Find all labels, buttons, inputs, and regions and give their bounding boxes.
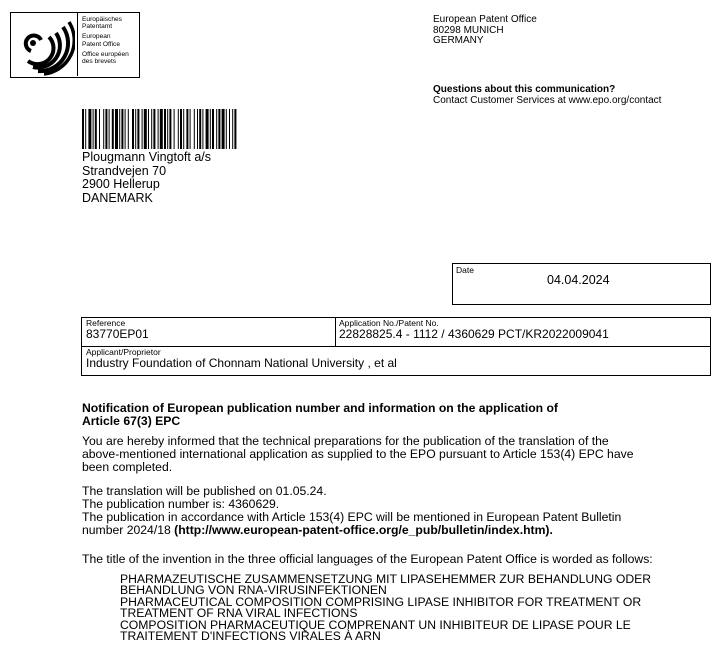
reference-label: Reference [86, 318, 126, 328]
barcode-bar [234, 109, 236, 149]
paragraph-line: You are hereby informed that the technical preparations for the publication of the translation of the [82, 434, 609, 448]
questions-heading: Questions about this communication? [433, 84, 616, 95]
barcode-bar [112, 109, 114, 149]
date-box [452, 263, 711, 305]
barcode-bar [180, 109, 182, 149]
title-de-line: BEHANDLUNG VON RNA-VIRUSINFEKTIONEN [120, 583, 387, 598]
application-number-cell [336, 318, 710, 347]
barcode-bar [109, 109, 110, 149]
barcode-bar [95, 109, 97, 149]
questions-block [433, 84, 661, 106]
barcode-bar [103, 109, 104, 149]
sender-country: GERMANY [433, 35, 484, 46]
application-number-label: Application No./Patent No. [339, 318, 439, 328]
barcode-bar [226, 109, 227, 149]
bulletin-number: number 2024/18 [82, 523, 175, 537]
title-en-line: PHARMACEUTICAL COMPOSITION COMPRISING LIPASE INHIBITOR FOR TREATMENT OR [120, 594, 642, 609]
barcode-bar [229, 109, 230, 149]
paragraph-title-intro: The title of the invention in the three official languages of the European Patent Office is worded as follows: [82, 552, 653, 566]
sender-name: European Patent Office [433, 14, 537, 25]
logo-text-line: des brevets [82, 58, 117, 66]
barcode-bar [137, 109, 139, 149]
barcode-bar [164, 109, 166, 149]
title-fr-line: TRAITEMENT D'INFECTIONS VIRALES À ARN [120, 629, 381, 644]
barcode-bar [218, 109, 220, 149]
epo-logo [10, 12, 140, 78]
barcode-bar [212, 109, 214, 149]
questions-contact: Contact Customer Services at www.epo.org/contact [433, 95, 662, 106]
barcode-bar [132, 109, 134, 149]
heading-line: Notification of European publication number and information on the application of [82, 401, 558, 415]
epo-logo-icon [11, 13, 78, 76]
date-label: Date [456, 265, 474, 275]
logo-text-line: Office européen [82, 50, 129, 58]
barcode-bar [160, 109, 163, 149]
logo-text-line: Europäisches [82, 16, 122, 23]
recipient-city: 2900 Hellerup [82, 177, 160, 191]
title-fr-line: COMPOSITION PHARMACEUTIQUE COMPRENANT UN INHIBITEUR DE LIPASE POUR LE [120, 617, 631, 632]
barcode-bar [178, 109, 179, 149]
barcode-bar [125, 109, 126, 149]
barcode-bar [199, 109, 201, 149]
logo-text-line: European [82, 33, 111, 41]
barcode-bar [153, 109, 155, 149]
barcode-bar [119, 109, 120, 149]
paragraph-line: above-mentioned international application as supplied to the EPO pursuant to Article 153(4) EPC have [82, 447, 634, 461]
recipient-address [82, 151, 211, 205]
paragraph-preparations [82, 435, 718, 474]
applicant-label: Applicant/Proprietor [86, 347, 161, 357]
barcode-bar [99, 109, 100, 149]
barcode-bar [121, 109, 123, 149]
reference-table [81, 317, 711, 376]
barcode-bar [167, 109, 168, 149]
paragraph-line [82, 524, 718, 537]
barcode-bar [210, 109, 211, 149]
barcode-bar [194, 109, 195, 149]
barcode-bar [216, 109, 217, 149]
barcode-bar [222, 109, 225, 149]
barcode-bar [206, 109, 209, 149]
reference-cell [82, 318, 336, 347]
barcode-bar [128, 109, 129, 149]
title-de-line: PHARMAZEUTISCHE ZUSAMMENSETZUNG MIT LIPASEHEMMER ZUR BEHANDLUNG ODER [120, 572, 652, 586]
epo-logo-text [78, 13, 129, 77]
barcode-bar [135, 109, 136, 149]
barcode-bar [190, 109, 191, 149]
barcode-bar [232, 109, 233, 149]
logo-text-line: Patentamt [82, 23, 113, 31]
barcode-bar [142, 109, 143, 149]
paragraph-line: been completed. [82, 460, 173, 474]
barcode-bar [144, 109, 147, 149]
heading-line: Article 67(3) EPC [82, 414, 181, 428]
reference-value: 83770EP01 [86, 327, 149, 341]
logo-text-line: Patent Office [82, 40, 120, 48]
barcode-bar [93, 109, 94, 149]
barcode-bar [115, 109, 118, 149]
invention-titles [120, 574, 718, 642]
barcode-bar [186, 109, 188, 149]
barcode-bar [148, 109, 149, 149]
barcode-bar [174, 109, 175, 149]
postal-barcode [82, 109, 310, 149]
paragraph-line: The translation will be published on 01.05.24. [82, 484, 327, 498]
paragraph-line: The publication in accordance with Article 153(4) EPC will be mentioned in European Patent Bulletin [82, 510, 622, 524]
notification-heading [82, 402, 718, 428]
barcode-bar [197, 109, 198, 149]
barcode-bar [158, 109, 159, 149]
sender-address [433, 15, 537, 47]
paragraph-publication [82, 485, 718, 537]
recipient-country: DANEMARK [82, 190, 153, 205]
application-number-value: 22828825.4 - 1112 / 4360629 PCT/KR2022009041 [339, 327, 609, 341]
bulletin-link[interactable]: (http://www.european-patent-office.org/e_pub/bulletin/index.htm). [174, 523, 553, 537]
barcode-bar [151, 109, 152, 149]
barcode-bar [82, 109, 84, 149]
applicant-value: Industry Foundation of Chonnam National University , et al [86, 356, 397, 370]
paragraph-line: The publication number is: 4360629. [82, 497, 280, 511]
date-value: 04.04.2024 [547, 273, 610, 287]
barcode-bar [85, 109, 86, 149]
applicant-cell [82, 347, 710, 375]
barcode-bar [202, 109, 203, 149]
recipient-name: Plougmann Vingtoft a/s [82, 150, 212, 164]
barcode-bar [183, 109, 184, 149]
title-en-line: TREATMENT OF RNA VIRAL INFECTIONS [120, 606, 358, 621]
sender-city: 80298 MUNICH [433, 24, 504, 36]
barcode-bar [169, 109, 171, 149]
recipient-street: Strandvejen 70 [82, 163, 167, 178]
barcode-bar [88, 109, 91, 149]
barcode-bar [105, 109, 107, 149]
